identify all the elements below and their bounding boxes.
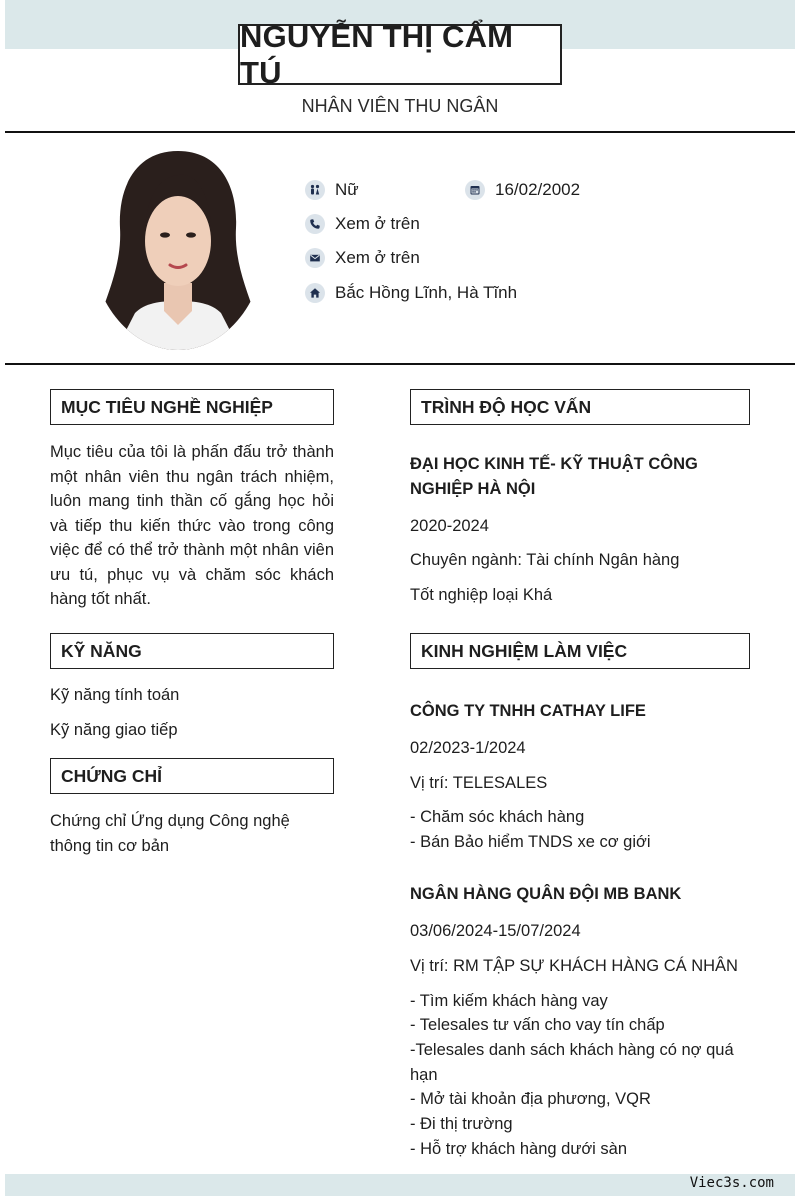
job-duty: - Bán Bảo hiểm TNDS xe cơ giới	[410, 833, 651, 851]
gender-value: Nữ	[335, 180, 359, 199]
education-grade: Tốt nghiệp loại Khá	[410, 586, 553, 604]
school-name: ĐẠI HỌC KINH TẾ- KỸ THUẬT CÔNG NGHIỆP HÀ NỘI	[410, 455, 698, 498]
candidate-name: NGUYỄN THỊ CẨM TÚ	[238, 24, 562, 85]
certificates-heading: CHỨNG CHỈ	[50, 758, 334, 794]
email-value: Xem ở trên	[335, 248, 420, 267]
job-duty: -Telesales danh sách khách hàng có nợ quá hạn	[410, 1041, 734, 1084]
job-duty: - Chăm sóc khách hàng	[410, 808, 585, 826]
header-divider	[5, 131, 795, 133]
skills-heading: KỸ NĂNG	[50, 633, 334, 669]
birthday-row	[465, 180, 580, 200]
phone-row	[305, 214, 420, 234]
gender-row	[305, 180, 359, 200]
watermark: Viec3s.com	[689, 1175, 774, 1191]
skill-item: Kỹ năng tính toán	[50, 686, 180, 704]
job-duty: - Telesales tư vấn cho vay tín chấp	[410, 1016, 665, 1034]
certificate-item: Chứng chỉ Ứng dụng Công nghệ thông tin cơ bản	[50, 812, 290, 855]
education-heading: TRÌNH ĐỘ HỌC VẤN	[410, 389, 750, 425]
education-major: Chuyên ngành: Tài chính Ngân hàng	[410, 551, 680, 569]
job-role: Vị trí: RM TẬP SỰ KHÁCH HÀNG CÁ NHÂN	[410, 957, 738, 975]
job-role: Vị trí: TELESALES	[410, 774, 548, 792]
home-icon	[305, 283, 325, 303]
gender-icon	[305, 180, 325, 200]
address-value: Bắc Hồng Lĩnh, Hà Tĩnh	[335, 283, 518, 302]
objective-text: Mục tiêu của tôi là phấn đấu trở thành một nhân viên thu ngân trách nhiệm, luôn mang tinh thần cố gắng học hỏi và tiếp thu kiến thức vào trong công việc để có thể trở thành một nhân viên ưu tú, phục vụ và chăm sóc khách hàng tốt nhất.	[50, 443, 334, 608]
objective-heading: MỤC TIÊU NGHỀ NGHIỆP	[50, 389, 334, 425]
job-duty: - Mở tài khoản địa phương, VQR	[410, 1090, 651, 1108]
company-name: NGÂN HÀNG QUÂN ĐỘI MB BANK	[410, 885, 682, 903]
job-duty: - Đi thị trường	[410, 1115, 513, 1133]
job-period: 02/2023-1/2024	[410, 739, 526, 757]
profile-photo	[90, 143, 266, 350]
mail-icon	[305, 248, 325, 268]
job-period: 03/06/2024-15/07/2024	[410, 922, 581, 940]
applied-position: NHÂN VIÊN THU NGÂN	[301, 96, 499, 116]
phone-value: Xem ở trên	[335, 214, 420, 233]
email-row	[305, 248, 420, 268]
footer-band	[5, 1174, 795, 1196]
job-duty: - Tìm kiếm khách hàng vay	[410, 992, 608, 1010]
education-period: 2020-2024	[410, 517, 489, 535]
birthday-value: 16/02/2002	[495, 180, 581, 199]
calendar-icon	[465, 180, 485, 200]
phone-icon	[305, 214, 325, 234]
address-row	[305, 283, 517, 303]
experience-heading: KINH NGHIỆM LÀM VIỆC	[410, 633, 750, 669]
company-name: CÔNG TY TNHH CATHAY LIFE	[410, 702, 646, 720]
skill-item: Kỹ năng giao tiếp	[50, 721, 178, 739]
info-divider	[5, 363, 795, 365]
job-duty: - Hỗ trợ khách hàng dưới sàn	[410, 1140, 628, 1158]
